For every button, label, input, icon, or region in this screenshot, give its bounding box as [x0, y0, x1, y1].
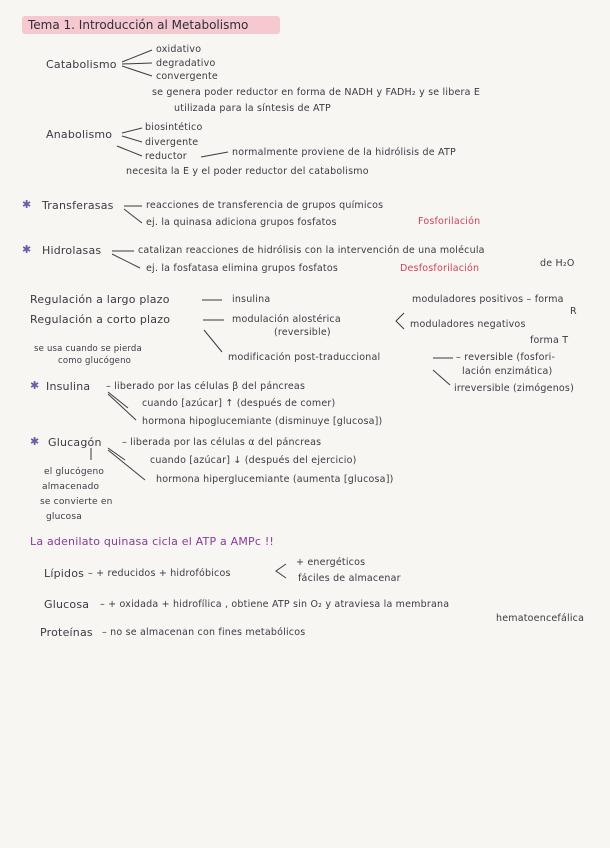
- transferasas-label: Transferasas: [42, 199, 114, 212]
- anabolismo-item-reductor: reductor: [145, 151, 187, 162]
- anabolismo-item-divergente: divergente: [145, 137, 199, 148]
- side-note-2: como glucógeno: [58, 356, 132, 366]
- transferasas-line-2: ej. la quinasa adiciona grupos fosfatos: [146, 217, 337, 228]
- regulacion-largo-value: insulina: [232, 294, 271, 305]
- lipidos-almacenar: fáciles de almacenar: [298, 573, 401, 584]
- star-icon: ✱: [22, 198, 32, 211]
- glucagon-line-3: hormona hiperglucemiante (aumenta [glucosa]): [156, 474, 394, 485]
- modulacion-alosterica: modulación alostérica: [232, 314, 341, 325]
- proteinas-value: – no se almacenan con fines metabólicos: [102, 627, 306, 638]
- desfosforilacion-tag: Desfosforilación: [400, 263, 480, 274]
- anabolismo-note: necesita la E y el poder reductor del catabolismo: [126, 166, 369, 177]
- reversible-fosforilacion-1: – reversible (fosfori-: [456, 352, 556, 363]
- moduladores-positivos: moduladores positivos – forma: [412, 294, 564, 305]
- lipidos-value: – + reducidos + hidrofóbicos: [88, 568, 231, 579]
- insulina-line-2: cuando [azúcar] ↑ (después de comer): [142, 398, 336, 409]
- catabolismo-item-oxidativo: oxidativo: [156, 44, 202, 55]
- glucagon-line-2: cuando [azúcar] ↓ (después del ejercicio): [150, 455, 357, 466]
- hidrolasas-label: Hidrolasas: [42, 244, 102, 257]
- catabolismo-note-2: utilizada para la síntesis de ATP: [174, 103, 331, 114]
- catabolismo-item-degradativo: degradativo: [156, 58, 216, 69]
- glucagon-side-4: glucosa: [46, 512, 82, 522]
- glucagon-line-1: – liberada por las células α del páncreas: [122, 437, 322, 448]
- lipidos-label: Lípidos: [44, 567, 85, 580]
- adenilato-note: La adenilato quinasa cicla el ATP a AMPc !!: [30, 535, 275, 548]
- transferasas-line-1: reacciones de transferencia de grupos químicos: [146, 200, 384, 211]
- glucagon-side-2: almacenado: [42, 482, 100, 492]
- insulina-line-3: hormona hipoglucemiante (disminuye [glucosa]): [142, 416, 383, 427]
- glucagon-side-3: se convierte en: [40, 497, 113, 507]
- insulina-line-1: – liberado por las células β del páncreas: [106, 381, 306, 392]
- anabolismo-item-biosintetico: biosintético: [145, 122, 203, 133]
- fosforilacion-tag: Fosforilación: [418, 216, 481, 227]
- side-note-1: se usa cuando se pierda: [34, 344, 142, 354]
- modulacion-reversible: (reversible): [274, 327, 331, 338]
- glucagon-side-1: el glucógeno: [44, 467, 105, 477]
- catabolismo-note-1: se genera poder reductor en forma de NADH y FADH₂ y se libera E: [152, 87, 481, 98]
- star-icon: ✱: [22, 243, 32, 256]
- hidrolasas-line-2: ej. la fosfatasa elimina grupos fosfatos: [146, 263, 339, 274]
- moduladores-negativos: moduladores negativos: [410, 319, 526, 330]
- forma-r: R: [570, 306, 577, 317]
- proteinas-label: Proteínas: [40, 626, 93, 639]
- hidrolasas-line-1: catalizan reacciones de hidrólisis con la intervención de una molécula: [138, 245, 485, 256]
- regulacion-corto-label: Regulación a corto plazo: [30, 313, 171, 326]
- glucagon-label: Glucagón: [48, 436, 102, 449]
- irreversible-zimogenos: irreversible (zimógenos): [454, 383, 574, 394]
- reversible-fosforilacion-2: lación enzimática): [462, 366, 553, 377]
- glucosa-label: Glucosa: [44, 598, 90, 611]
- catabolismo-item-convergente: convergente: [156, 71, 218, 82]
- catabolismo-label: Catabolismo: [46, 58, 117, 71]
- modificacion-post-traduccional: modificación post-traduccional: [228, 352, 381, 363]
- forma-t: forma T: [530, 335, 569, 346]
- glucosa-value: – + oxidada + hidrofílica , obtiene ATP sin O₂ y atraviesa la membrana: [100, 599, 450, 610]
- page-title: Tema 1. Introducción al Metabolismo: [28, 18, 249, 32]
- lipidos-energeticos: + energéticos: [296, 557, 366, 568]
- anabolismo-label: Anabolismo: [46, 128, 113, 141]
- glucosa-value-2: hematoencefálica: [496, 613, 585, 624]
- insulina-label: Insulina: [46, 380, 91, 393]
- regulacion-largo-label: Regulación a largo plazo: [30, 293, 170, 306]
- anabolismo-reductor-note: normalmente proviene de la hidrólisis de ATP: [232, 147, 456, 158]
- hidrolasas-line-1b: de H₂O: [540, 258, 575, 269]
- star-icon: ✱: [30, 435, 40, 448]
- star-icon: ✱: [30, 379, 40, 392]
